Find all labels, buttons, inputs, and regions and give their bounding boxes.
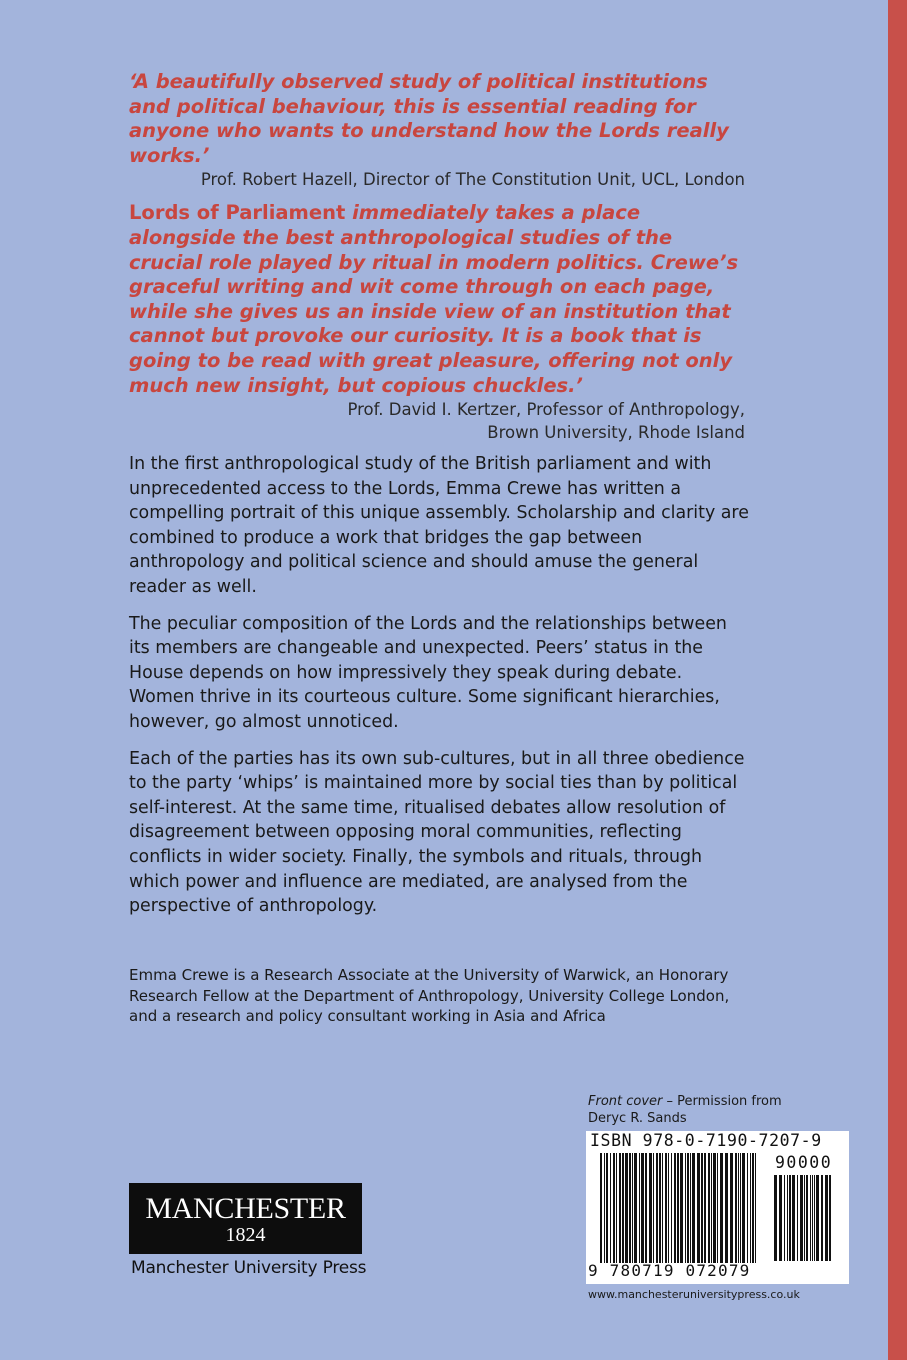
- barcode-bar: [713, 1153, 716, 1263]
- barcode-bar: [659, 1153, 661, 1263]
- barcode-bar: [632, 1153, 633, 1263]
- barcode-bar: [641, 1153, 644, 1263]
- barcode-bar: [600, 1153, 602, 1263]
- barcode-bar: [800, 1175, 803, 1261]
- barcode-bar: [604, 1153, 605, 1263]
- barcode-digits: 9 780719 072079: [588, 1261, 751, 1280]
- quote-2: [129, 201, 749, 398]
- barcode-bar: [804, 1175, 805, 1261]
- quote-2-attribution: [129, 398, 745, 444]
- barcode-bar: [649, 1153, 652, 1263]
- barcode-bar: [692, 1153, 695, 1263]
- ean-barcode-bars: [600, 1153, 760, 1263]
- isbn-barcode: [586, 1131, 849, 1284]
- barcode-bar: [816, 1175, 819, 1261]
- author-bio-text: Emma Crewe is a Research Associate at the University of Warwick, an Honorary Research Fellow at the Department of Anthropology, University College London, and a research and policy consultant working in Asia and Africa: [129, 966, 730, 1025]
- book-description: [129, 452, 749, 931]
- barcode-bar: [821, 1175, 823, 1261]
- cover-credit-name: Deryc R. Sands: [588, 1111, 687, 1126]
- publisher-name: Manchester University Press: [131, 1258, 367, 1278]
- barcode-bar: [656, 1153, 658, 1263]
- barcode-bar: [792, 1175, 795, 1261]
- barcode-bar: [829, 1175, 831, 1261]
- barcode-bar: [662, 1153, 663, 1263]
- barcode-bar: [613, 1153, 615, 1263]
- isbn-number: ISBN 978-0-7190-7207-9: [590, 1131, 822, 1150]
- cover-credit-text: – Permission from: [662, 1094, 782, 1109]
- quote-2-body: immediately takes a place alongside the best anthropological studies of the crucial role played by ritual in modern politics. Crewe’s graceful writing and wit come through on each page, while she gives us an inside view of an institution that cannot but provoke our curiosity. It is a book that is going to be read with great pleasure, offering not only much new insight, but copious chuckles.’: [129, 201, 739, 397]
- quote-1-attribution: Prof. Robert Hazell, Director of The Constitution Unit, UCL, London: [200, 170, 745, 190]
- barcode-bar: [701, 1153, 703, 1263]
- barcode-bar: [616, 1153, 617, 1263]
- barcode-bar: [789, 1175, 791, 1261]
- barcode-bar: [787, 1175, 788, 1261]
- barcode-bar: [752, 1153, 754, 1263]
- barcode-bar: [687, 1153, 689, 1263]
- publisher-url: www.manchesteruniversitypress.co.uk: [588, 1288, 800, 1301]
- price-addon-number: 90000: [775, 1153, 833, 1172]
- addon-barcode-bars: [774, 1175, 834, 1261]
- quote-2-attribution-line-1: Prof. David I. Kertzer, Professor of Anthropology,: [347, 400, 745, 420]
- barcode-bar: [742, 1153, 745, 1263]
- barcode-bar: [825, 1175, 828, 1261]
- barcode-bar: [806, 1175, 808, 1261]
- barcode-bar: [625, 1153, 628, 1263]
- barcode-bar: [797, 1175, 798, 1261]
- logo-year: 1824: [225, 1224, 266, 1246]
- barcode-bar: [685, 1153, 686, 1263]
- barcode-bar: [610, 1153, 611, 1263]
- barcode-bar: [735, 1153, 737, 1263]
- barcode-bar: [750, 1153, 751, 1263]
- quote-2-attribution-line-2: Brown University, Rhode Island: [487, 423, 745, 443]
- barcode-bar: [690, 1153, 691, 1263]
- logo-name: MANCHESTER: [145, 1192, 346, 1225]
- barcode-bar: [725, 1153, 728, 1263]
- barcode-bar: [784, 1175, 785, 1261]
- barcode-bar: [668, 1153, 669, 1263]
- barcode-bar: [747, 1153, 748, 1263]
- barcode-bar: [755, 1153, 756, 1263]
- barcode-bar: [779, 1175, 782, 1261]
- barcode-bar: [622, 1153, 624, 1263]
- spine-edge: [888, 0, 907, 1360]
- cover-credit-label: Front cover: [588, 1094, 663, 1109]
- barcode-bar: [619, 1153, 621, 1263]
- barcode-bar: [740, 1153, 741, 1263]
- barcode-bar: [711, 1153, 712, 1263]
- description-paragraph-3: Each of the parties has its own sub-cultures, but in all three obedience to the party ‘whips’ is maintained more by social ties than by political self-interest. At the same time, ritualised debates allow resolution of disagreement between opposing moral communities, reflecting conflicts in wider society. Finally, the symbols and rituals, through which power and influence are mediated, are analysed from the perspective of anthropology.: [129, 748, 745, 917]
- barcode-bar: [738, 1153, 739, 1263]
- barcode-bar: [606, 1153, 608, 1263]
- barcode-bar: [720, 1153, 723, 1263]
- barcode-bar: [814, 1175, 815, 1261]
- barcode-bar: [704, 1153, 706, 1263]
- author-bio: [129, 965, 749, 1027]
- description-paragraph-2: The peculiar composition of the Lords and the relationships between its members are changeable and unexpected. Peers’ status in the House depends on how impressively they speak during debate. Women thrive in its courteous culture. Some significant hierarchies, however, go almost unnoticed.: [129, 613, 727, 732]
- barcode-bar: [717, 1153, 718, 1263]
- barcode-bar: [645, 1153, 647, 1263]
- review-quotes: [129, 70, 749, 452]
- barcode-bar: [653, 1153, 654, 1263]
- barcode-bar: [674, 1153, 676, 1263]
- barcode-bar: [671, 1153, 672, 1263]
- barcode-bar: [665, 1153, 667, 1263]
- barcode-bar: [639, 1153, 640, 1263]
- quote-1: ‘A beautifully observed study of political institutions and political behaviour, this is essential reading for anyone who wants to understand how the Lords really works.’: [129, 70, 729, 167]
- barcode-bar: [677, 1153, 679, 1263]
- quote-2-title: Lords of Parliament: [129, 201, 346, 225]
- barcode-bar: [812, 1175, 813, 1261]
- description-paragraph-1: In the first anthropological study of the British parliament and with unprecedented access to the Lords, Emma Crewe has written a compelling portrait of this unique assembly. Scholarship and clarity are combined to produce a work that bridges the gap between anthropology and political science and should amuse the general reader as well.: [129, 454, 749, 597]
- barcode-bar: [629, 1153, 631, 1263]
- barcode-bar: [634, 1153, 637, 1263]
- barcode-bar: [730, 1153, 733, 1263]
- barcode-bar: [680, 1153, 683, 1263]
- publisher-logo: [129, 1183, 362, 1254]
- barcode-bar: [697, 1153, 700, 1263]
- barcode-bar: [810, 1175, 811, 1261]
- barcode-bar: [774, 1175, 777, 1261]
- cover-credit: [588, 1093, 828, 1127]
- barcode-bar: [708, 1153, 710, 1263]
